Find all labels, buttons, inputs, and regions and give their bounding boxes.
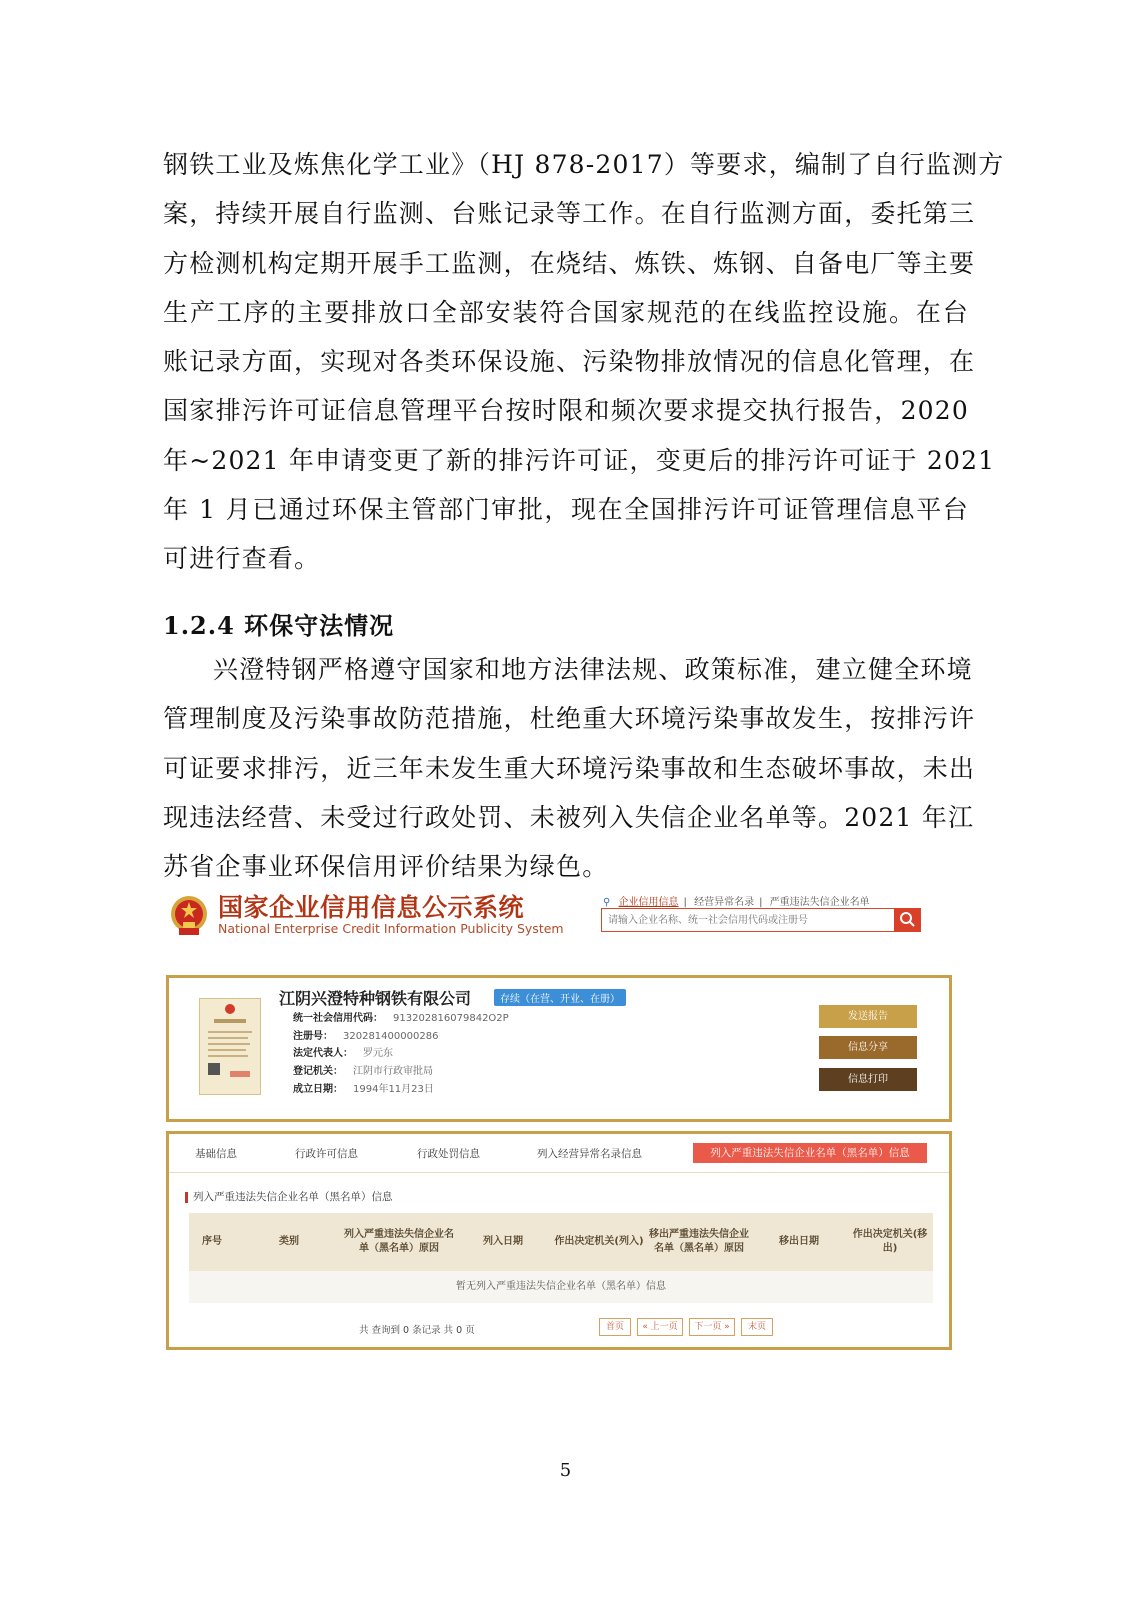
tab-basic-info[interactable]: 基础信息 <box>195 1148 237 1160</box>
send-report-button[interactable]: 发送报告 <box>819 1005 917 1028</box>
text-line: 方检测机构定期开展手工监测，在烧结、炼铁、炼钢、自备电厂等主要 <box>163 248 976 278</box>
section-heading: 1.2.4 环保守法情况 <box>163 611 395 640</box>
info-row-legal-rep: 法定代表人： 罗元东 <box>293 1048 393 1059</box>
paragraph-2 <box>163 645 976 891</box>
col-index: 序号 <box>202 1236 222 1247</box>
site-subtitle: National Enterprise Credit Information Publicity System <box>218 921 564 936</box>
text-line: 年 1 月已通过环保主管部门审批，现在全国排污许可证管理信息平台 <box>163 495 969 525</box>
text-line: 管理制度及污染事故防范措施，杜绝重大环境污染事故发生，按排污许 <box>163 704 976 734</box>
tab-admin-penalty[interactable]: 行政处罚信息 <box>417 1148 480 1160</box>
text-line: 兴澄特钢严格遵守国家和地方法律法规、政策标准，建立健全环境 <box>213 655 973 684</box>
section-title: 列入严重违法失信企业名单（黑名单）信息 <box>185 1192 393 1203</box>
col-authority-in: 作出决定机关(列入) <box>554 1236 644 1247</box>
credit-system-screenshot <box>163 888 969 1388</box>
tab-admin-license[interactable]: 行政许可信息 <box>295 1148 358 1160</box>
print-info-button[interactable]: 信息打印 <box>819 1068 917 1091</box>
info-row-founded: 成立日期： 1994年11月23日 <box>293 1084 434 1095</box>
pager-prev[interactable]: « 上一页 <box>637 1318 683 1336</box>
text-line: 生产工序的主要排放口全部安装符合国家规范的在线监控设施。在台 <box>163 297 969 327</box>
company-name: 江阴兴澄特种钢铁有限公司 <box>279 989 472 1008</box>
col-reason-out: 移出严重违法失信企业名单（黑名单）原因 <box>649 1229 749 1254</box>
business-license-image <box>199 998 261 1095</box>
empty-table-message: 暂无列入严重违法失信企业名单（黑名单）信息 <box>189 1271 933 1303</box>
tab-bar <box>169 1134 949 1173</box>
site-title: 国家企业信用信息公示系统 <box>218 893 525 922</box>
link-enterprise-credit[interactable]: 企业信用信息 <box>618 897 679 908</box>
pager-next[interactable]: 下一页 » <box>689 1318 735 1336</box>
col-date-in: 列入日期 <box>483 1236 523 1247</box>
search-input[interactable] <box>602 909 906 931</box>
col-authority-out: 作出决定机关(移出) <box>852 1229 928 1254</box>
col-category: 类别 <box>279 1236 299 1247</box>
search-box <box>601 908 921 932</box>
pager-last[interactable]: 末页 <box>741 1318 773 1336</box>
search-small-icon: ⚲ <box>603 897 611 908</box>
search-icon <box>899 911 915 927</box>
status-badge: 存续（在营、开业、在册） <box>494 989 626 1006</box>
text-line: 国家排污许可证信息管理平台按时限和频次要求提交执行报告，2020 <box>163 396 969 426</box>
info-row-authority: 登记机关： 江阴市行政审批局 <box>293 1066 433 1077</box>
search-button[interactable] <box>894 908 920 932</box>
text-line: 可证要求排污，近三年未发生重大环境污染事故和生态破坏事故，未出 <box>163 753 976 783</box>
text-line: 账记录方面，实现对各类环保设施、污染物排放情况的信息化管理，在 <box>163 347 976 377</box>
detail-panel <box>166 1131 952 1350</box>
page-number: 5 <box>559 1460 572 1481</box>
text-line: 可进行查看。 <box>163 544 321 574</box>
pager-first[interactable]: 首页 <box>599 1318 631 1336</box>
share-info-button[interactable]: 信息分享 <box>819 1036 917 1059</box>
national-emblem-icon <box>169 894 209 938</box>
col-date-out: 移出日期 <box>779 1236 819 1247</box>
text-line: 钢铁工业及炼焦化学工业》（HJ 878-2017）等要求，编制了自行监测方 <box>163 150 1005 179</box>
text-line: 苏省企事业环保信用评价结果为绿色。 <box>163 852 609 882</box>
text-line: 现违法经营、未受过行政处罚、未被列入失信企业名单等。2021 年江 <box>163 802 975 832</box>
col-reason-in: 列入严重违法失信企业名单（黑名单）原因 <box>344 1229 454 1254</box>
text-line: 年~2021 年申请变更了新的排污许可证，变更后的排污许可证于 2021 <box>163 445 996 475</box>
link-abnormal-list[interactable]: 经营异常名录 <box>694 897 755 908</box>
tab-blacklist[interactable]: 列入严重违法失信企业名单（黑名单）信息 <box>693 1143 927 1163</box>
table-header <box>189 1213 933 1271</box>
paragraph-1 <box>163 140 1005 584</box>
info-row-reg-no: 注册号： 320281400000286 <box>293 1031 439 1042</box>
company-card <box>166 975 952 1122</box>
top-links: ⚲ 企业信用信息 | 经营异常名录 | 严重违法失信企业名单 <box>603 897 870 908</box>
link-blacklist[interactable]: 严重违法失信企业名单 <box>769 897 870 908</box>
pager-info: 共 查询到 0 条记录 共 0 页 <box>359 1325 475 1336</box>
tab-abnormal-list[interactable]: 列入经营异常名录信息 <box>537 1148 642 1160</box>
info-row-credit-code: 统一社会信用代码： 913202816079842O2P <box>293 1013 509 1024</box>
text-line: 案，持续开展自行监测、台账记录等工作。在自行监测方面，委托第三 <box>163 199 976 229</box>
